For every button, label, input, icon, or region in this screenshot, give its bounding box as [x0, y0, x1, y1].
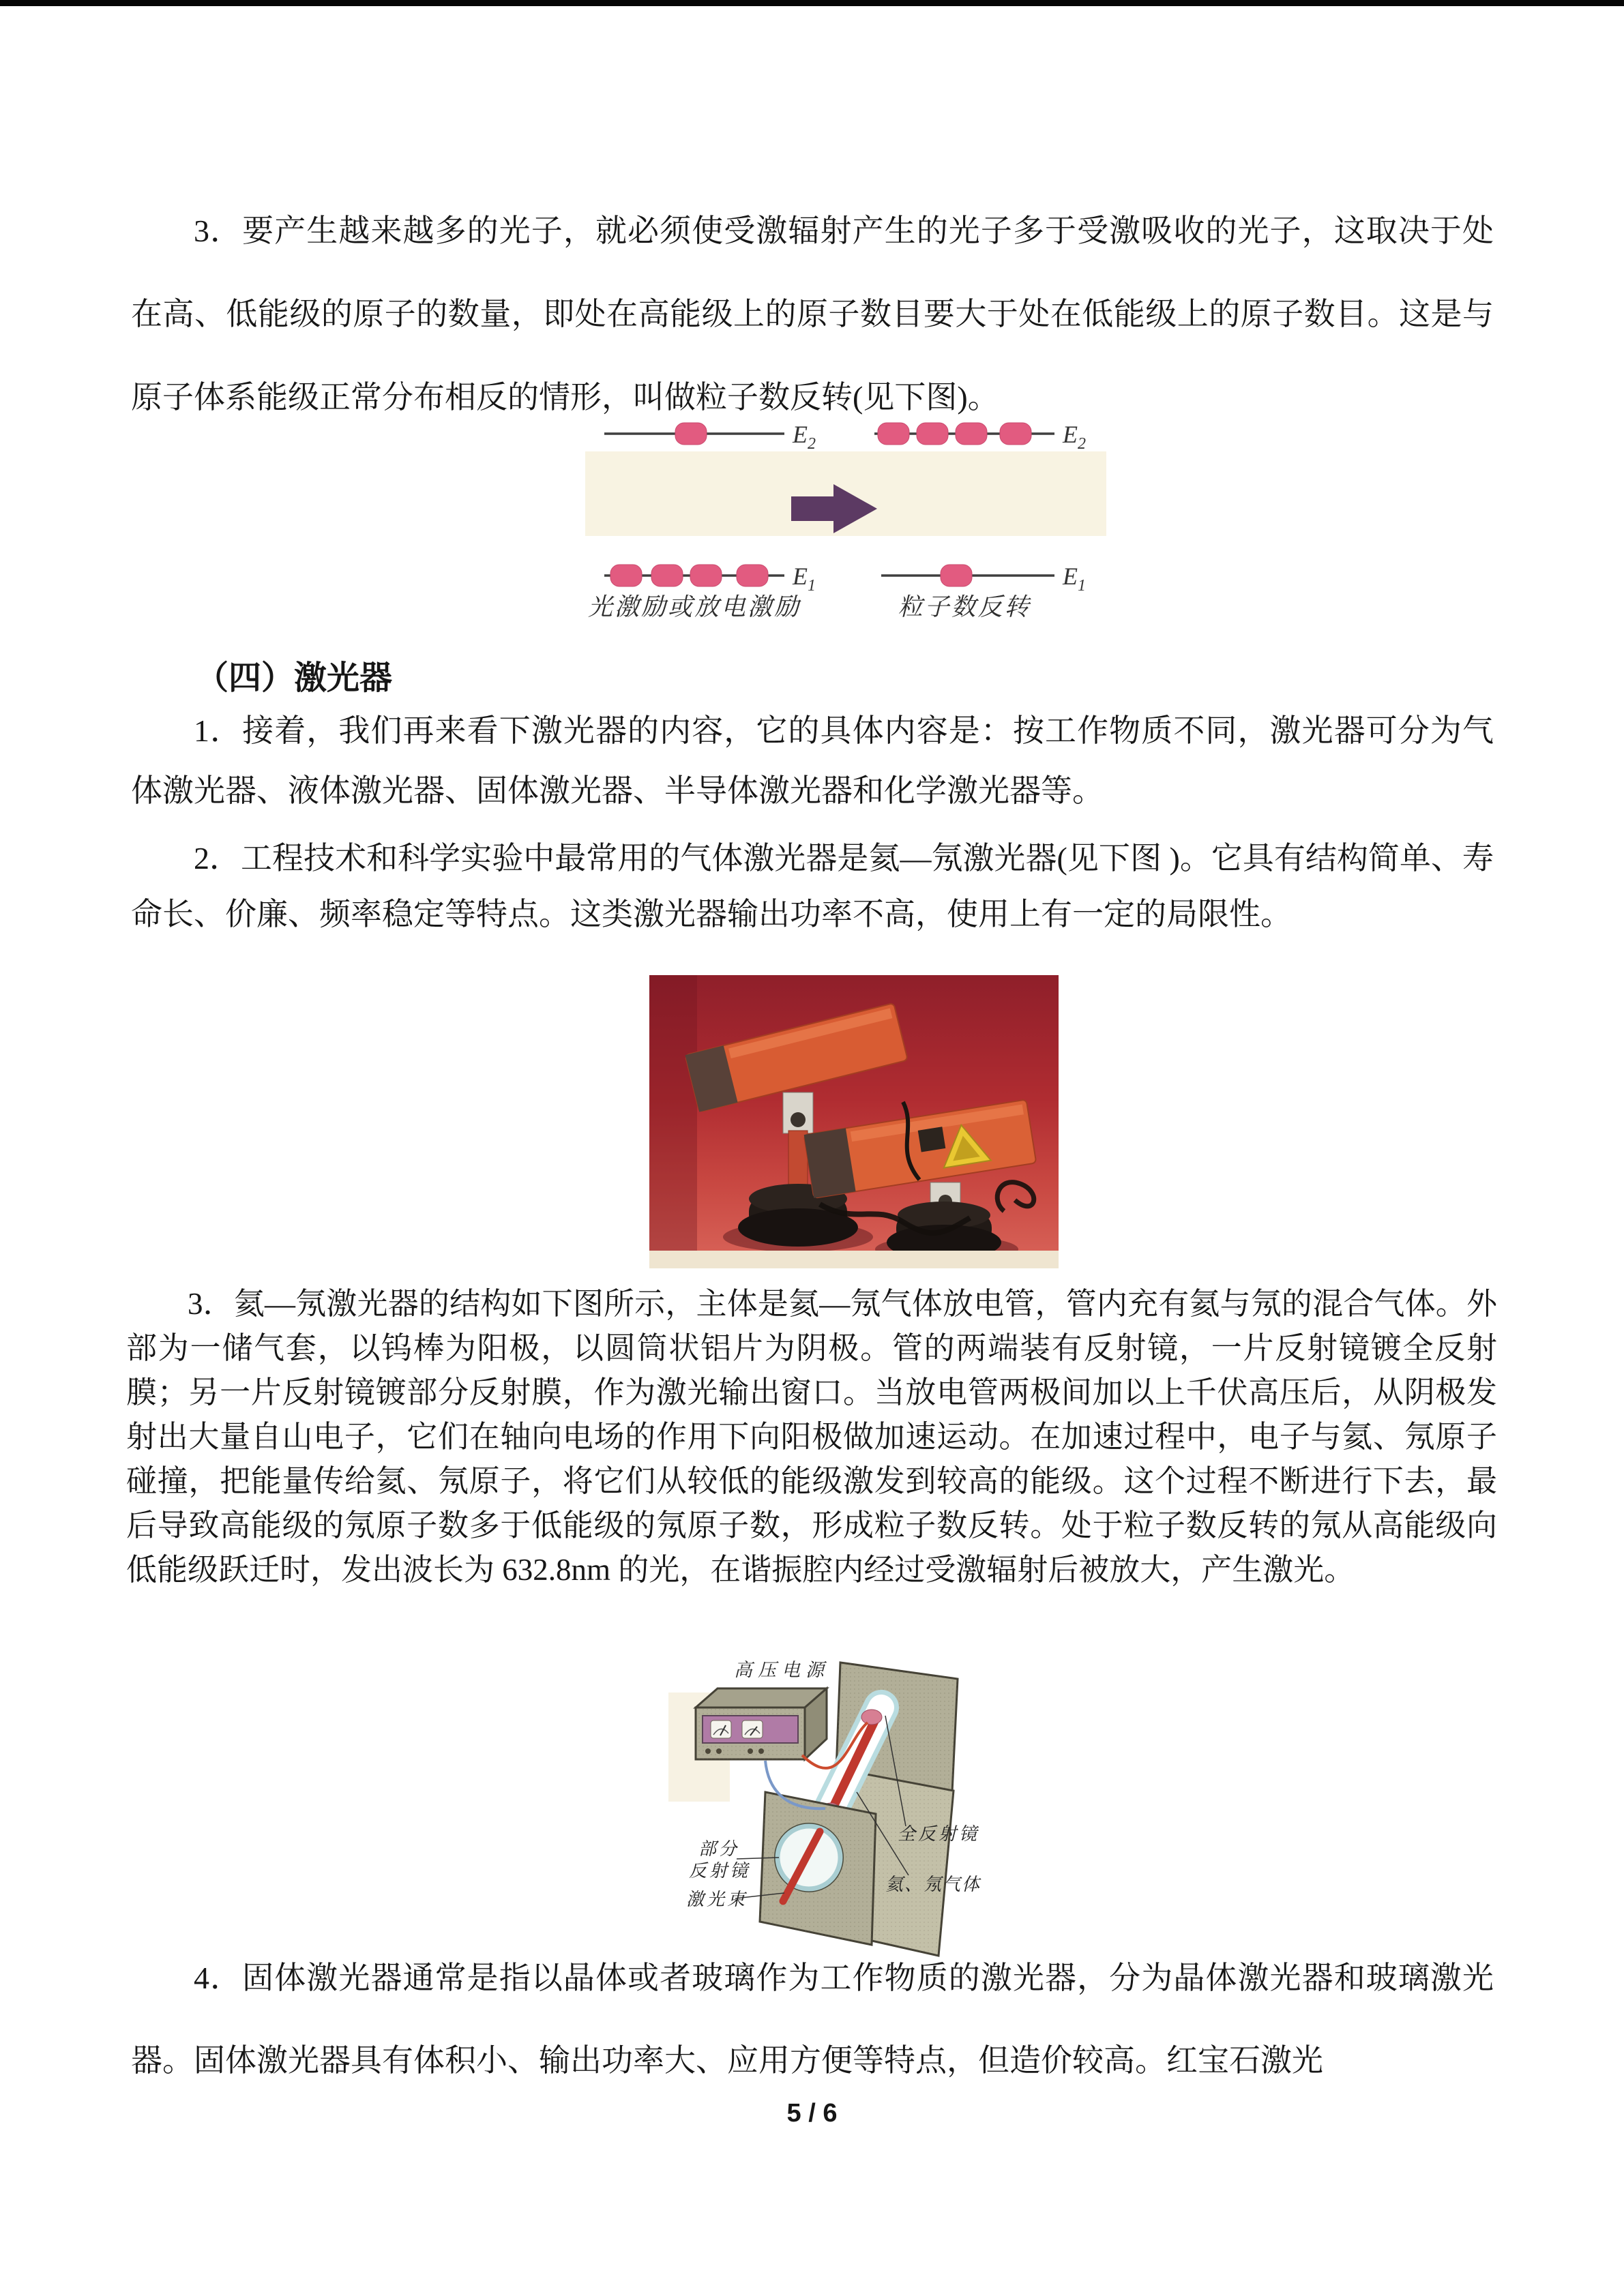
power-supply-label: 高压电源 [734, 1660, 829, 1680]
atom-dot [737, 565, 768, 586]
gas-label: 氦、氖气体 [885, 1875, 981, 1894]
he-ne-laser-photo [649, 975, 1059, 1268]
electrode-top [861, 1710, 882, 1725]
knob [705, 1748, 711, 1754]
upper-level-label: $E_2$ [793, 421, 816, 453]
atom-dot [878, 423, 909, 445]
atom-dot [941, 565, 972, 586]
section-heading: （四）激光器 [196, 660, 393, 696]
knob [758, 1748, 764, 1754]
lower-level-label: $E_1$ [793, 563, 816, 595]
figure-hene-structure [668, 1658, 1056, 1967]
atom-dot [675, 423, 707, 445]
photo-vignette [649, 975, 697, 1251]
full-mirror-label: 全反射镜 [898, 1824, 980, 1844]
partial-mirror-label-line2: 反射镜 [689, 1861, 751, 1881]
right-caption: 粒子数反转 [898, 593, 1031, 621]
power-supply [696, 1688, 827, 1759]
paragraph-population-inversion: 3．要产生越来越多的光子，就必须使受激辐射产生的光子多于受激吸收的光子，这取决于处在高、低能级的原子的数量，即处在高能级上的原子数目要大于处在低能级上的原子数目。这是与原子体系能级正常分布相反的情形，叫做粒子数反转(见下图)。 [131, 213, 1494, 415]
atom-dot [1000, 423, 1031, 445]
atom-dot [690, 565, 722, 586]
atom-dot [956, 423, 987, 445]
upper-level-label: $E_2$ [1063, 421, 1086, 453]
figure-population-inversion [585, 406, 1106, 626]
paragraph-laser-types: 1．接着，我们再来看下激光器的内容，它的具体内容是：按工作物质不同，激光器可分为气体激光器、液体激光器、固体激光器、半导体激光器和化学激光器等。 [131, 713, 1494, 808]
clamp-bolt [791, 1112, 806, 1127]
knob [716, 1748, 722, 1754]
atom-dot [651, 565, 683, 586]
partial-mirror-label-line1: 部分 [698, 1839, 740, 1859]
paragraph-solid-laser: 4．固体激光器通常是指以晶体或者玻璃作为工作物质的激光器，分为晶体激光器和玻璃激光器。固体激光器具有体积小、输出功率大、应用方便等特点，但造价较高。红宝石激光 [131, 1960, 1494, 2078]
knob [748, 1748, 753, 1754]
aperture-port [918, 1127, 946, 1152]
photo-bottom-strip [649, 1251, 1059, 1268]
page-number: 5 / 6 [786, 2099, 838, 2128]
paragraph-gas-laser: 2．工程技术和科学实验中最常用的气体激光器是氦—氖激光器(见下图 )。它具有结构简单、寿命长、价廉、频率稳定等特点。这类激光器输出功率不高，使用上有一定的局限性。 [131, 841, 1494, 931]
paragraph-hene-structure: 3．氦—氖激光器的结构如下图所示，主体是氦—氖气体放电管，管内充有氦与氖的混合气体。外部为一储气套，以钨棒为阳极，以圆筒状铝片为阴极。管的两端装有反射镜，一片反射镜镀全反射膜；另一片反射镜镀部分反射膜，作为激光输出窗口。当放电管两极间加以上千伏高压后，从阴极发射出大量自山电子，它们在轴向电场的作用下向阳极做加速运动。在加速过程中，电子与氦、氖原子碰撞，把能量传给氦、氖原子，将它们从较低的能级激发到较高的能级。这个过程不断进行下去，最后导致高能级的氖原子数多于低能级的氖原子数，形成粒子数反转。处于粒子数反转的氖从高能级向低能级跃迁时，发出波长为 632.8nm 的光，在谐振腔内经过受激辐射后被放大，产生激光。 [126, 1287, 1497, 1587]
scan-edge-top [0, 0, 1624, 6]
left-caption: 光激励或放电激励 [587, 593, 801, 621]
atom-dot [610, 565, 642, 586]
atom-dot [917, 423, 948, 445]
lower-level-label: $E_1$ [1063, 563, 1086, 595]
beam-label: 激光束 [686, 1890, 748, 1909]
